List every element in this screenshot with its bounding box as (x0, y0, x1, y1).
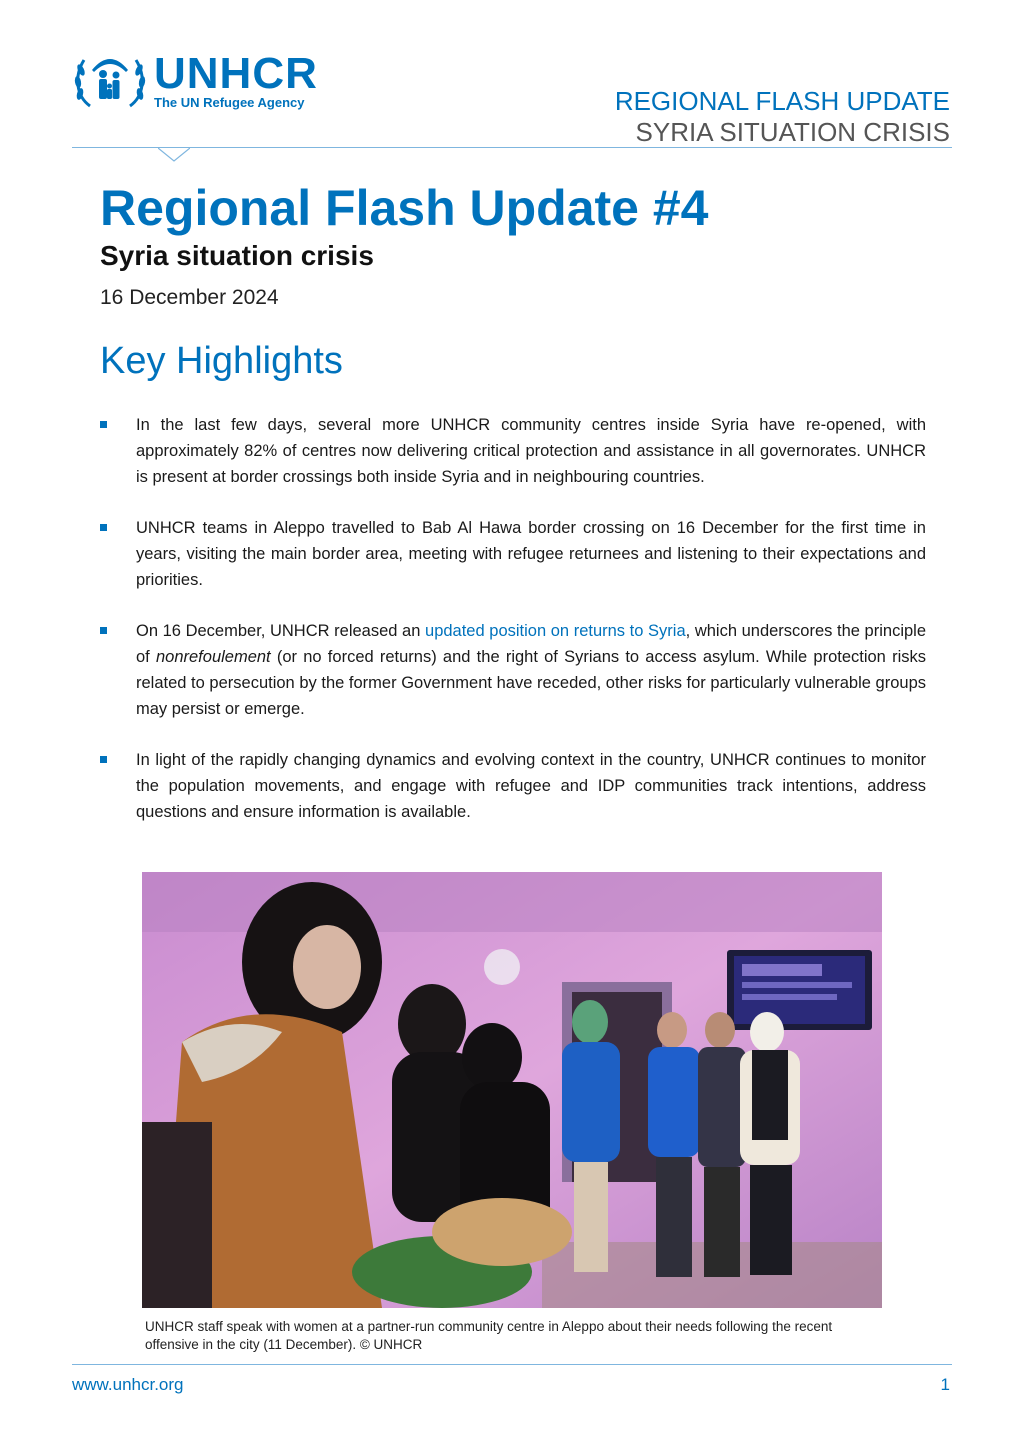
square-bullet-icon (100, 756, 107, 763)
photo-caption: UNHCR staff speak with women at a partner-run community centre in Aleppo about their needs following the recent offensive in the city (11 December). © UNHCR (145, 1319, 833, 1352)
page-number: 1 (940, 1375, 950, 1394)
list-item (100, 515, 926, 593)
logo-tagline: The UN Refugee Agency (154, 95, 305, 110)
section-heading: Key Highlights (100, 340, 343, 382)
highlight-text-middle: , which underscores the principle of (136, 622, 926, 666)
highlight-text-start: On 16 December, UNHCR released an (136, 622, 426, 640)
photo-illustration (142, 872, 882, 1308)
square-bullet-icon (100, 524, 107, 531)
community-centre-photo (142, 872, 882, 1308)
header-divider (72, 147, 952, 148)
unhcr-laurel-family-icon (72, 50, 148, 112)
square-bullet-icon (100, 421, 107, 428)
logo-wordmark: UNHCR (154, 49, 318, 98)
list-item (100, 618, 926, 722)
list-item (100, 747, 926, 825)
highlight-text: UNHCR teams in Aleppo travelled to Bab Al Hawa border crossing on 16 December for the first time in years, visiting the main border area, meeting with refugee returnees and listening to their expectations and priorities. (136, 519, 926, 589)
page-subtitle: Syria situation crisis (100, 240, 374, 271)
square-bullet-icon (100, 627, 107, 634)
header-notch-icon (158, 147, 190, 163)
list-item (100, 412, 926, 490)
highlight-text-end: (or no forced returns) and the right of Syrians to access asylum. While protection risks related to persecution by the former Government have receded, other risks for particularly vulnerable groups may persist or emerge. (136, 648, 926, 718)
page-title: Regional Flash Update #4 (100, 180, 709, 236)
publication-date: 16 December 2024 (100, 286, 279, 309)
highlight-text: In light of the rapidly changing dynamics and evolving context in the country, UNHCR continues to monitor the population movements, and engage with refugee and IDP communities track intentions, address questions and ensure information is available. (136, 751, 926, 821)
returns-position-link[interactable]: updated position on returns to Syria (425, 622, 686, 640)
highlight-emphasis: nonrefoulement (155, 648, 271, 666)
footer-divider (72, 1364, 952, 1365)
document-type-label (615, 86, 950, 148)
situation-line: SYRIA SITUATION CRISIS (635, 117, 950, 147)
highlight-text: In the last few days, several more UNHCR community centres inside Syria have re-opened, with approximately 82% of centres now delivering critical protection and assistance in all governorates. UNHCR is present at border crossings both inside Syria and in neighbouring countries. (136, 416, 926, 486)
website-link[interactable]: www.unhcr.org (72, 1375, 184, 1394)
highlights-list (100, 412, 926, 850)
unhcr-logo (72, 50, 318, 112)
doc-type-line: REGIONAL FLASH UPDATE (614, 86, 950, 116)
